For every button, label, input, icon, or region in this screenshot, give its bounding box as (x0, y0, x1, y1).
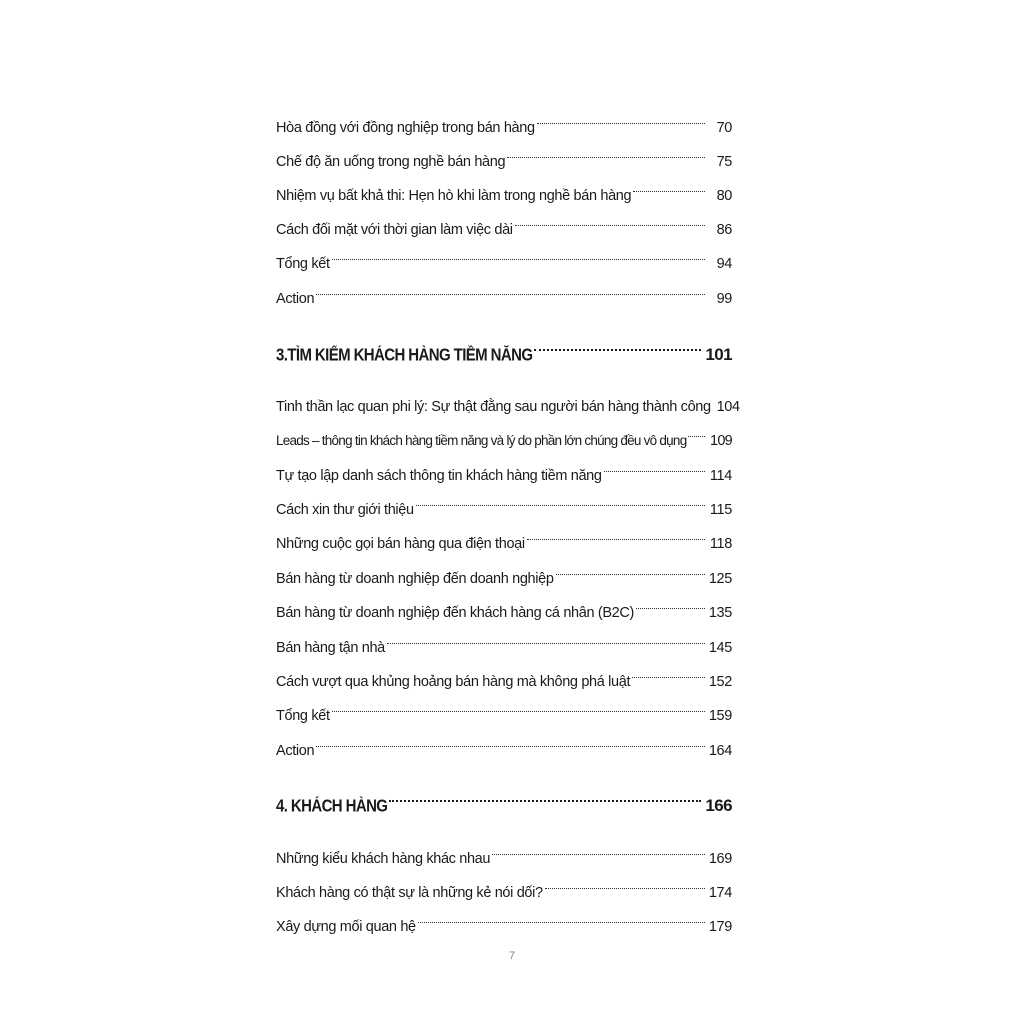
toc-entry-title: Action (276, 291, 315, 307)
toc-entry-title: Cách vượt qua khủng hoảng bán hàng mà không phá luật (276, 674, 631, 690)
dot-leader (604, 454, 705, 480)
toc-entry-page: 164 (708, 743, 732, 759)
toc-entry-page: 169 (708, 851, 732, 867)
toc-entry-title: Những kiểu khách hàng khác nhau (276, 851, 491, 867)
toc-entry[interactable] (276, 837, 732, 867)
dot-leader (632, 660, 705, 686)
toc-entry-title: Tinh thần lạc quan phi lý: Sự thật đằng sau người bán hàng thành công (276, 399, 711, 415)
toc-entry-page: 179 (708, 919, 732, 935)
chapter-title: 4. KHÁCH HÀNG (276, 796, 388, 817)
toc-entry-page: 109 (710, 433, 732, 449)
toc-entry-page: 152 (708, 674, 732, 690)
toc-entry[interactable] (276, 277, 732, 307)
toc-entry-page: 80 (716, 188, 732, 204)
toc-entry[interactable] (276, 694, 732, 724)
toc-entry-title: Leads – thông tin khách hàng tiềm năng và lý do phần lớn chúng đều vô dụng (276, 433, 687, 448)
toc-entry-page: 135 (708, 605, 732, 621)
page-number: 7 (508, 950, 516, 962)
chapter-heading[interactable] (276, 334, 732, 364)
toc-entry-title: Tự tạo lập danh sách thông tin khách hàng tiềm năng (276, 468, 602, 484)
dot-leader (515, 208, 705, 234)
dot-leader (389, 785, 701, 811)
toc-entry-page: 118 (709, 536, 732, 552)
toc-entry-title: Cách đối mặt với thời gian làm việc dài (276, 222, 513, 238)
dot-leader (537, 106, 705, 132)
toc-entry-title: Hòa đồng với đồng nghiệp trong bán hàng (276, 120, 535, 136)
toc-entry-page: 114 (709, 468, 732, 484)
dot-leader (316, 729, 705, 755)
dot-leader (534, 334, 701, 360)
dot-leader (556, 557, 705, 583)
dot-leader (636, 591, 705, 617)
toc-entry-title: Tổng kết (276, 708, 330, 724)
toc-entry-title: Cách xin thư giới thiệu (276, 502, 414, 518)
toc-entry[interactable] (276, 140, 732, 170)
toc-entry[interactable] (276, 871, 732, 901)
toc-entry[interactable] (276, 419, 732, 449)
dot-leader (527, 522, 705, 548)
toc-entry-page: 174 (708, 885, 732, 901)
toc-entry-title: Những cuộc gọi bán hàng qua điện thoại (276, 536, 525, 552)
dot-leader (332, 242, 705, 268)
toc-entry[interactable] (276, 488, 732, 518)
toc-entry[interactable] (276, 626, 732, 656)
dot-leader (492, 837, 705, 863)
dot-leader (545, 871, 705, 897)
toc-entry[interactable] (276, 729, 732, 759)
toc-entry-page: 125 (708, 571, 732, 587)
toc-entry-title: Xây dựng mối quan hệ (276, 919, 416, 935)
toc-entry-title: Nhiệm vụ bất khả thi: Hẹn hò khi làm trong nghề bán hàng (276, 188, 632, 204)
toc-entry[interactable] (276, 660, 732, 690)
dot-leader (316, 277, 705, 303)
chapter-page: 101 (705, 345, 732, 364)
toc-entry-page: 70 (716, 120, 732, 136)
chapter-title: 3.TÌM KIẾM KHÁCH HÀNG TIỀM NĂNG (276, 345, 533, 366)
toc-entry-title: Tổng kết (276, 256, 330, 272)
toc-entry[interactable] (276, 905, 732, 935)
toc-entry-page: 145 (708, 640, 732, 656)
toc-entry-title: Action (276, 743, 315, 759)
toc-entry-page: 104 (716, 399, 740, 415)
chapter-heading[interactable] (276, 785, 732, 815)
chapter-page: 166 (705, 796, 732, 815)
toc-entry-page: 75 (716, 154, 732, 170)
toc-entry[interactable] (276, 557, 732, 587)
toc-entry-page: 115 (709, 502, 732, 518)
toc-entry[interactable] (276, 385, 740, 415)
toc-entry[interactable] (276, 208, 732, 238)
dot-leader (332, 694, 705, 720)
toc-entry[interactable] (276, 242, 732, 272)
toc-entry-title: Bán hàng tận nhà (276, 640, 385, 656)
toc-entry-title: Khách hàng có thật sự là những kẻ nói dối? (276, 885, 543, 901)
toc-entry-page: 99 (716, 291, 732, 307)
dot-leader (633, 174, 705, 200)
toc-entry-page: 94 (716, 256, 732, 272)
dot-leader (387, 626, 705, 652)
toc-entry-title: Bán hàng từ doanh nghiệp đến doanh nghiệp (276, 571, 554, 587)
dot-leader (507, 140, 705, 166)
dot-leader (688, 419, 705, 445)
toc-entry[interactable] (276, 454, 732, 484)
toc-entry[interactable] (276, 174, 732, 204)
toc-entry-page: 159 (708, 708, 732, 724)
toc-entry-title: Chế độ ăn uống trong nghề bán hàng (276, 154, 506, 170)
toc-entry[interactable] (276, 106, 732, 136)
dot-leader (418, 905, 705, 931)
toc-entry-title: Bán hàng từ doanh nghiệp đến khách hàng cá nhân (B2C) (276, 605, 634, 621)
toc-entry[interactable] (276, 522, 732, 552)
toc-entry-page: 86 (716, 222, 732, 238)
dot-leader (416, 488, 705, 514)
toc-entry[interactable] (276, 591, 732, 621)
